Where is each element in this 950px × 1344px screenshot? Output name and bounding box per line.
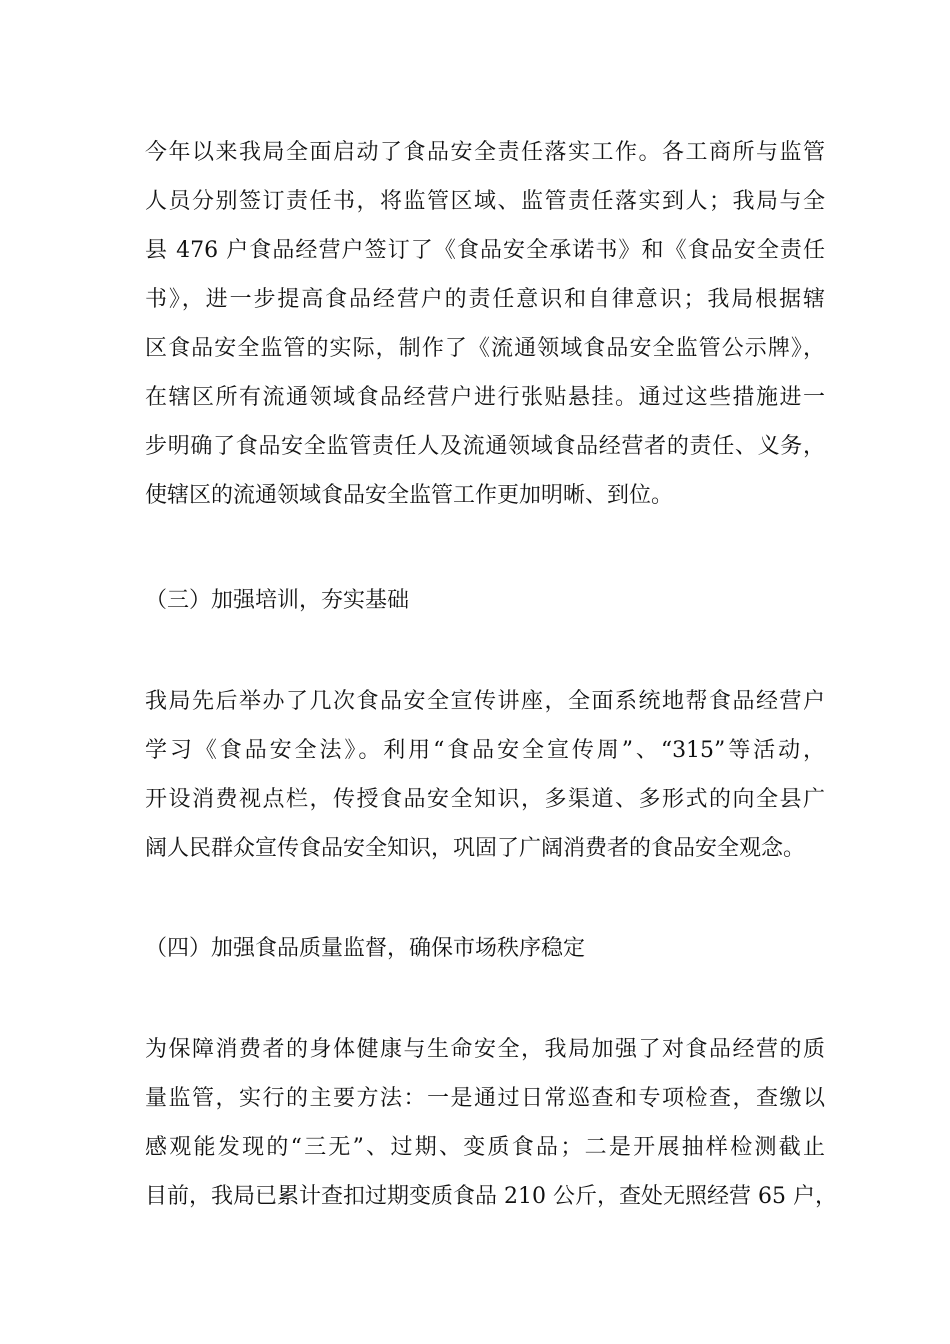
text-line: 开设消费视点栏，传授食品安全知识，多渠道、多形式的向全县广: [145, 787, 825, 812]
text-line: 阔人民群众宣传食品安全知识，巩固了广阔消费者的食品安全观念。: [145, 836, 806, 861]
section-heading-training: （三）加强培训，夯实基础: [145, 588, 410, 613]
text-line: 为保障消费者的身体健康与生命安全，我局加强了对食品经营的质: [145, 1037, 825, 1062]
paragraph-responsibility: [145, 128, 825, 520]
text-line: 感观能发现的“三无”、过期、变质食品；二是开展抽样检测截止: [145, 1135, 825, 1160]
paragraph-training: [145, 677, 825, 873]
text-line: 目前，我局已累计查扣过期变质食品 210 公斤，查处无照经营 65 户，: [145, 1184, 837, 1209]
text-line: 我局先后举办了几次食品安全宣传讲座，全面系统地帮食品经营户: [145, 689, 825, 714]
text-line: 量监管，实行的主要方法：一是通过日常巡查和专项检查，查缴以: [145, 1086, 825, 1111]
text-line: 学习《食品安全法》。利用“食品安全宣传周”、“315”等活动，: [145, 738, 825, 763]
section-heading-quality: （四）加强食品质量监督，确保市场秩序稳定: [145, 936, 586, 961]
paragraph-quality: [145, 1025, 837, 1221]
text-line: 人员分别签订责任书，将监管区域、监管责任落实到人；我局与全: [145, 189, 825, 214]
text-line: 区食品安全监管的实际，制作了《流通领域食品安全监管公示牌》，: [145, 336, 825, 361]
text-line: 书》，进一步提高食品经营户的责任意识和自律意识；我局根据辖: [145, 287, 825, 312]
text-line: 使辖区的流通领域食品安全监管工作更加明晰、到位。: [145, 483, 674, 508]
text-line: 步明确了食品安全监管责任人及流通领域食品经营者的责任、义务，: [145, 434, 825, 459]
text-line: 县 476 户食品经营户签订了《食品安全承诺书》和《食品安全责任: [145, 238, 825, 263]
text-line: 今年以来我局全面启动了食品安全责任落实工作。各工商所与监管: [145, 140, 825, 165]
text-line: 在辖区所有流通领域食品经营户进行张贴悬挂。通过这些措施进一: [145, 385, 825, 410]
